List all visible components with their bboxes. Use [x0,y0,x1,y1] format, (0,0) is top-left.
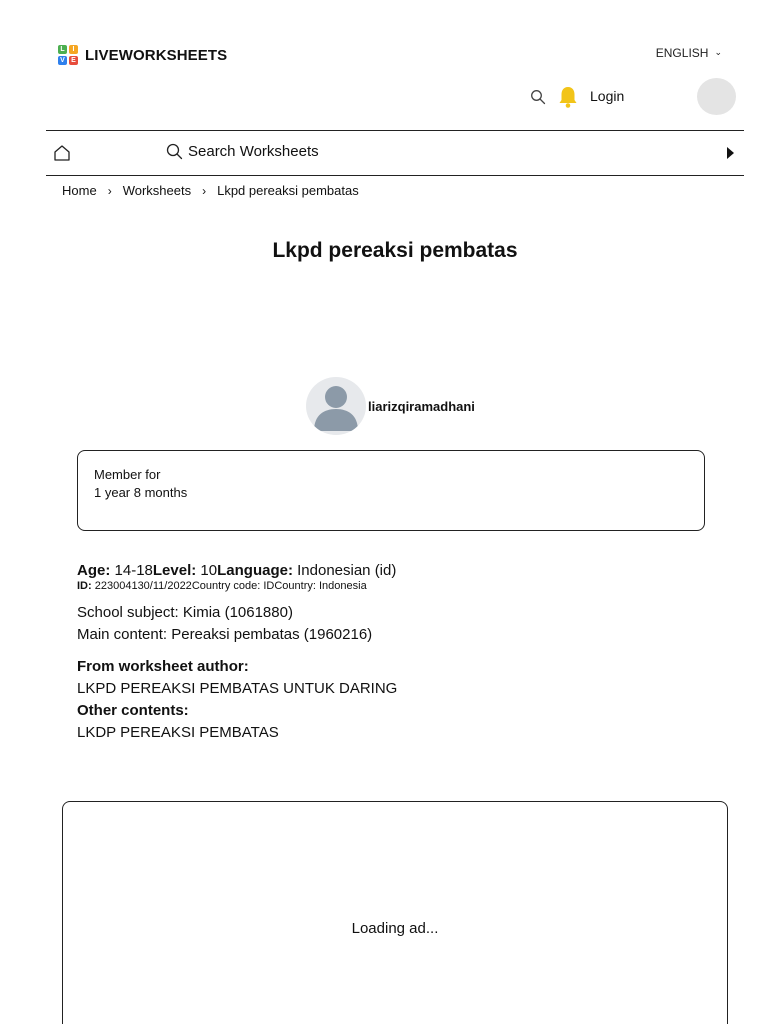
author-name[interactable]: liarizqiramadhani [368,398,475,414]
level-label: Level: [152,562,197,579]
worksheet-date: 30/11/2022 [137,580,192,592]
breadcrumb-home[interactable]: Home [62,183,97,198]
id-label: ID: [77,580,92,592]
site-logo[interactable] [58,45,227,65]
meta-secondary-row [77,580,737,592]
age-value: 14-18 [114,562,153,579]
school-subject: School subject: Kimia (1061880) [77,604,293,621]
ad-container [62,801,728,1024]
caret-right-icon[interactable] [727,147,734,159]
login-link[interactable]: Login [590,88,625,104]
page-title: Lkpd pereaksi pembatas [272,239,518,262]
logo-letter-v: V [58,56,67,65]
bell-icon[interactable] [557,85,579,109]
country-label: Country: [274,580,316,592]
search-worksheets-link[interactable] [166,143,319,160]
logo-letter-l: L [58,45,67,54]
meta-primary-row [77,562,737,579]
main-content: Main content: Pereaksi pembatas (1960216) [77,626,373,643]
chevron-right-icon: › [107,183,112,198]
subject-block [77,602,737,646]
country-value: Indonesia [319,580,367,592]
member-info-card [77,450,705,531]
search-icon [166,143,183,160]
brand-name: LIVEWORKSHEETS [85,46,228,64]
language-selector[interactable] [656,46,722,60]
language-meta-label: Language: [217,562,293,579]
breadcrumb [62,183,359,198]
other-contents-value: LKDP PEREAKSI PEMBATAS [77,724,279,741]
from-author-label: From worksheet author: [77,658,249,675]
logo-letter-e: E [69,56,78,65]
age-label: Age: [77,562,111,579]
author-notes-block [77,656,737,744]
country-code-value: ID [263,580,275,592]
main-navbar [46,130,744,176]
search-worksheets-label: Search Worksheets [188,143,319,160]
worksheet-meta [77,562,737,744]
member-label: Member for [94,467,161,482]
language-label: ENGLISH [655,46,709,60]
member-duration: 1 year 8 months [94,485,188,500]
chevron-down-icon: ⌄ [714,46,722,57]
search-icon[interactable] [530,89,546,105]
breadcrumb-worksheets[interactable]: Worksheets [122,183,192,198]
author-profile[interactable] [306,377,475,435]
ad-loading-text: Loading ad... [351,920,439,937]
user-avatar[interactable] [697,78,736,115]
author-avatar [306,377,366,435]
logo-letter-i: I [69,45,78,54]
logo-icon [58,45,78,65]
id-value: 2230041 [94,580,138,592]
breadcrumb-current: Lkpd pereaksi pembatas [217,183,359,198]
level-value: 10 [200,562,218,579]
user-silhouette-icon [306,377,366,435]
chevron-right-icon: › [202,183,207,198]
other-contents-label: Other contents: [77,702,189,719]
language-meta-value: Indonesian (id) [297,562,397,579]
home-icon[interactable] [52,143,72,163]
from-author-value: LKPD PEREAKSI PEMBATAS UNTUK DARING [77,680,398,697]
country-code-label: Country code: [191,580,261,592]
